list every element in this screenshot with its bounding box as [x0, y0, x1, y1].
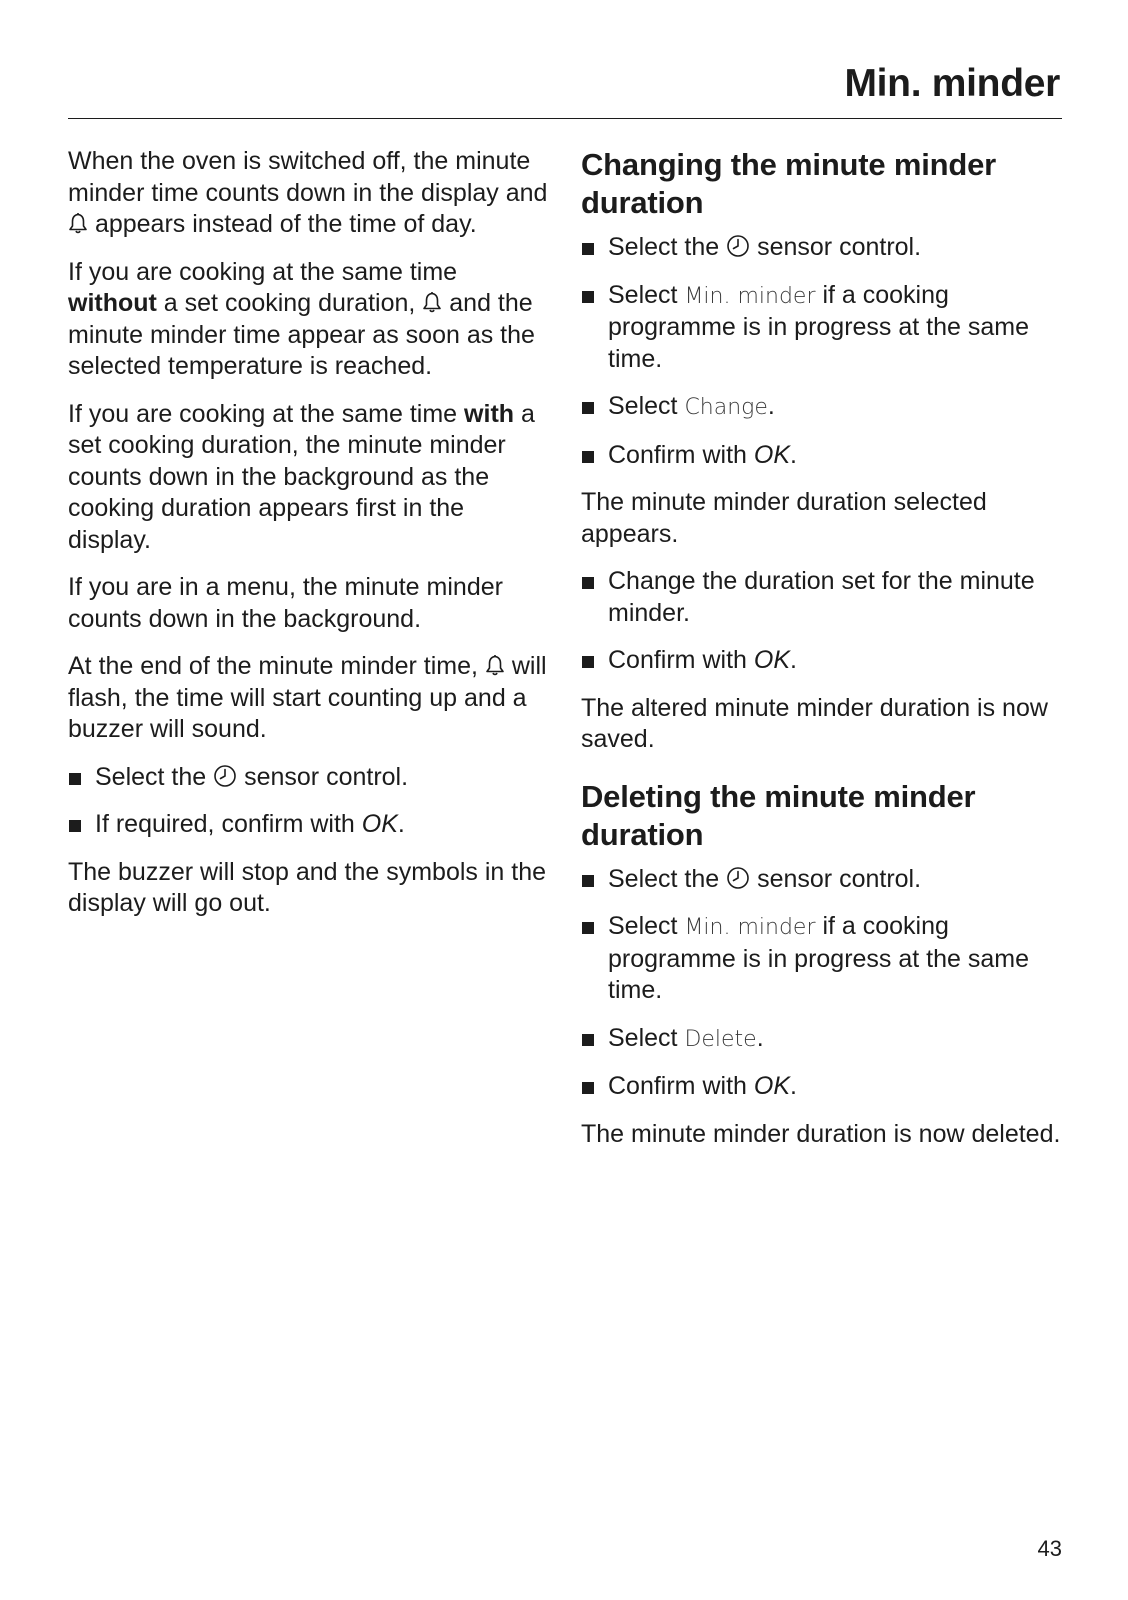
step-select-delete: Select Delete.: [581, 1023, 1071, 1056]
paragraph-without-duration: If you are cooking at the same time without a set cooking duration, and the minute minder time appear as soon as the selected temperature is reached.: [68, 257, 535, 380]
clock-icon: [213, 764, 237, 788]
paragraph-buzzer-stop: The buzzer will stop and the symbols in the display will go out.: [68, 857, 547, 917]
bullet-square: [582, 243, 594, 255]
bullet-square: [582, 656, 594, 668]
step-select-change: Select Change.: [581, 391, 1071, 424]
bullet-square: [582, 402, 594, 414]
step-select-sensor: Select the sensor control.: [68, 762, 548, 794]
left-column: [68, 146, 548, 936]
right-column: [581, 146, 1071, 1166]
paragraph-end-time: At the end of the minute minder time, will flash, the time will start counting up and a buzzer will sound.: [68, 652, 547, 743]
clock-icon: [726, 234, 750, 258]
bullet-square: [582, 875, 594, 887]
bullet-square: [582, 451, 594, 463]
step-select-sensor: Select the sensor control.: [581, 864, 1071, 896]
heading-deleting: Deleting the minute minder duration: [581, 778, 976, 852]
step-select-min-minder: Select Min. minder if a cooking programme is in progress at the same time.: [581, 911, 1071, 1007]
paragraph-oven-off: When the oven is switched off, the minute minder time counts down in the display and appears instead of the time of day.: [68, 147, 548, 238]
heading-changing: Changing the minute minder duration: [581, 147, 997, 220]
bullet-square: [582, 291, 594, 303]
bullet-square: [582, 1034, 594, 1046]
bullet-square: [582, 577, 594, 589]
bell-icon: [485, 653, 505, 677]
bell-icon: [422, 290, 442, 314]
step-confirm-ok: Confirm with OK.: [581, 645, 1071, 677]
paragraph-duration-saved: The altered minute minder duration is now saved.: [581, 693, 1048, 753]
step-confirm-ok: Confirm with OK.: [581, 1071, 1071, 1103]
step-confirm-ok: If required, confirm with OK.: [68, 809, 548, 841]
paragraph-with-duration: If you are cooking at the same time with a set cooking duration, the minute minder counts down in the background as the cooking duration appears first in the display.: [68, 399, 535, 554]
step-change-duration: Change the duration set for the minute minder.: [581, 566, 1071, 629]
paragraph-duration-appears: The minute minder duration selected appears.: [581, 488, 987, 548]
step-confirm-ok: Confirm with OK.: [581, 440, 1071, 472]
bullet-square: [582, 922, 594, 934]
clock-icon: [726, 866, 750, 890]
header-divider: [68, 118, 1062, 119]
page-number: 43: [1037, 1536, 1062, 1561]
bullet-square: [582, 1082, 594, 1094]
page-title: Min. minder: [844, 62, 1060, 105]
step-select-min-minder: Select Min. minder if a cooking programme is in progress at the same time.: [581, 280, 1071, 376]
bullet-square: [69, 773, 81, 785]
bell-icon: [68, 211, 88, 235]
paragraph-duration-deleted: The minute minder duration is now deleted.: [581, 1119, 1061, 1148]
paragraph-menu: If you are in a menu, the minute minder counts down in the background.: [68, 573, 503, 633]
step-select-sensor: Select the sensor control.: [581, 232, 1071, 264]
bullet-square: [69, 820, 81, 832]
